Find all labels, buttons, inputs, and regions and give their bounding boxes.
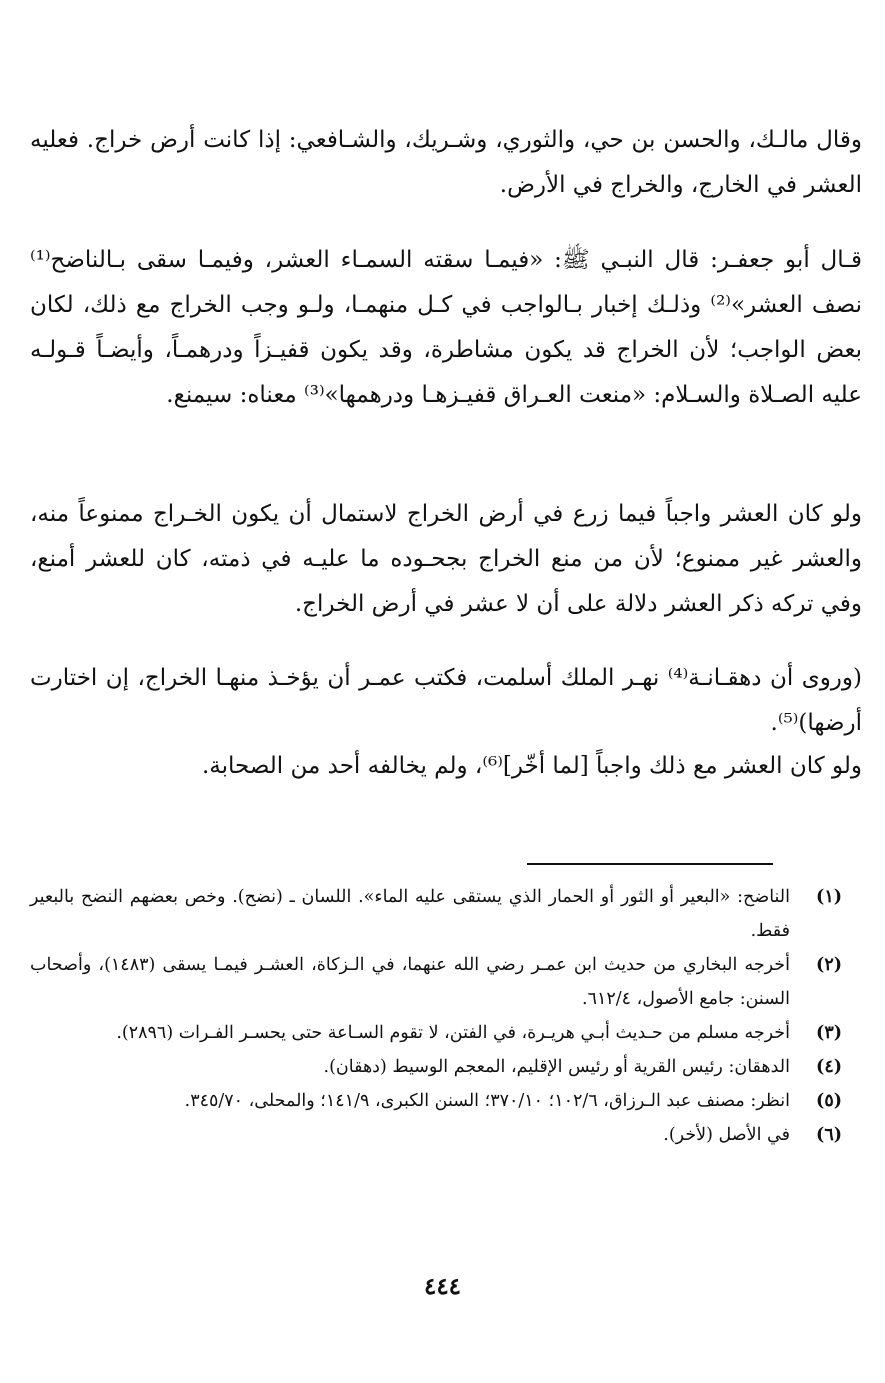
footnote-number: (٣) <box>816 1023 842 1043</box>
footnote-number: (٥) <box>816 1091 842 1111</box>
footnotes-list <box>30 880 842 1152</box>
footnote-3 <box>30 1016 842 1050</box>
footnote-number: (١) <box>816 887 842 907</box>
paragraph-1: وقال مالـك، والحسن بن حي، والثوري، وشـريك، والشـافعي: إذا كانت أرض خراج. فعليه العشر في الخارج، والخراج في الأرض. <box>30 127 862 198</box>
footnote-1 <box>30 880 842 948</box>
footnote-text: انظر: مصنف عبد الـرزاق، ١٠٢/٦؛ ٣٧٠/١٠؛ السنن الكبرى، ١٤١/٩؛ والمحلى، ٣٤٥/٧٠. <box>184 1091 790 1111</box>
footnote-number: (٢) <box>816 955 842 975</box>
paragraph-5: ولو كان العشر مع ذلك واجباً [لما أخّر]⁽⁶⁾، ولم يخالفه أحد من الصحابة. <box>201 753 862 779</box>
footnote-text: في الأصل (لأخر). <box>663 1125 790 1145</box>
page-number: ٤٤٤ <box>423 1273 462 1300</box>
paragraph-3: ولو كان العشر واجباً فيما زرع في أرض الخراج لاستمال أن يكون الخـراج ممنوعاً منه، والعشر غير ممنوع؛ لأن من منع الخراج بجحـوده ما عليـه في ذمته، كان للعشر أمنع، وفي تركه ذكر العشر دلالة على أن لا عشر في أرض الخراج. <box>30 501 862 617</box>
footnote-text: أخرجه مسلم من حـديث أبـي هريـرة، في الفتن، لا تقوم السـاعة حتى يحسـر الفـرات (٢٨٩٦). <box>116 1023 790 1043</box>
footnote-text: الدهقان: رئيس القرية أو رئيس الإقليم، المعجم الوسيط (دهقان). <box>323 1057 790 1077</box>
paragraph-2: قـال أبو جعفـر: قال النبـي ﷺ: «فيمـا سقته السمـاء العشر، وفيمـا سقى بـالناضح⁽¹⁾ نصف العشر»⁽²⁾ وذلـك إخبار بـالواجب في كـل منهمـا، ولـو وجب الخراج مع ذلك، لكان بعض الواجب؛ لأن الخراج قد يكون مشاطرة، وقد يكون قفيـزاً ودرهمـاً، وأيضـاً قـولـه عليه الصـلاة والسـلام: «منعت العـراق قفيـزهـا ودرهمها»⁽³⁾ معناه: سيمنع. <box>30 247 862 408</box>
footnote-4 <box>30 1050 842 1084</box>
footnote-text: الناضح: «البعير أو الثور أو الحمار الذي يستقى عليه الماء». اللسان ـ (نضح). وخص بعضهم النضح بالبعير فقط. <box>30 887 790 941</box>
paragraph-4: (وروى أن دهقـانـة⁽⁴⁾ نهـر الملك أسلمت، فكتب عمـر أن يؤخـذ منهـا الخراج، إن اختارت أرضها)⁽⁵⁾. <box>30 665 862 736</box>
footnote-number: (٦) <box>816 1125 842 1145</box>
footnote-6 <box>30 1118 842 1152</box>
footnote-separator <box>527 863 773 865</box>
footnote-text: أخرجه البخاري من حديث ابن عمـر رضي الله عنهما، في الـزكاة، العشـر فيمـا يسقى (١٤٨٣)، وأصحاب السنن: جامع الأصول، ٦١٢/٤. <box>30 955 790 1009</box>
footnote-2 <box>30 948 842 1016</box>
footnote-number: (٤) <box>816 1057 842 1077</box>
footnote-5 <box>30 1084 842 1118</box>
